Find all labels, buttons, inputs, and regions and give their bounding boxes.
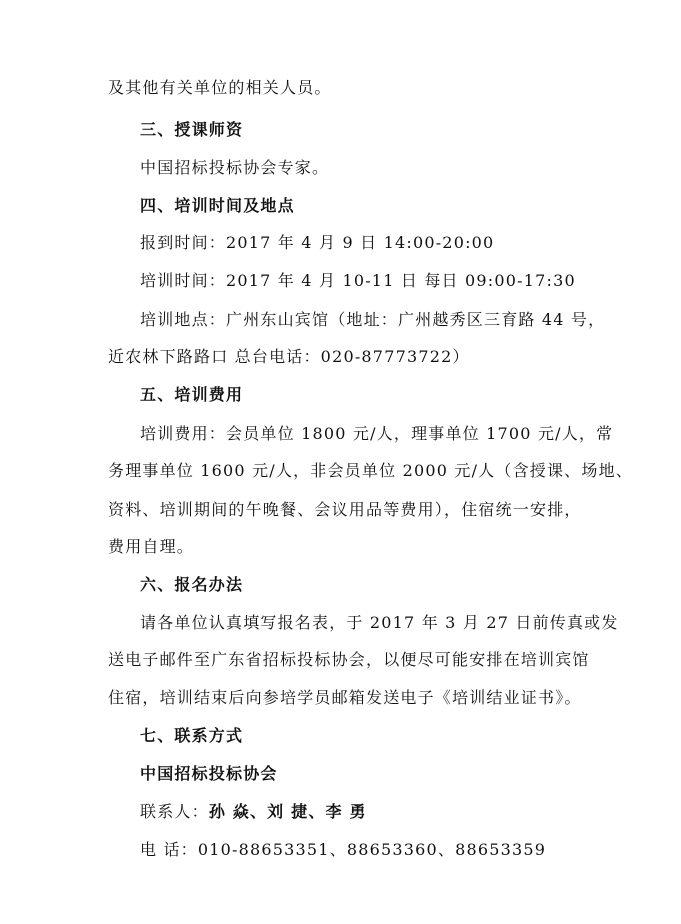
contact-phone: 电 话：010-88653351、88653360、88653359: [140, 840, 547, 859]
paragraph-line: 及其他有关单位的相关人员。: [108, 78, 332, 97]
section-heading-contact: 七、联系方式: [140, 726, 244, 745]
training-location: 培训地点：广州东山宾馆（地址：广州越秀区三育路 44 号，: [140, 310, 606, 329]
paragraph-line: 费用自理。: [108, 537, 195, 556]
section-heading-fees: 五、培训费用: [140, 385, 244, 404]
paragraph-line: 资料、培训期间的午晚餐、会议用品等费用），住宿统一安排，: [108, 500, 582, 519]
section-heading-time-place: 四、培训时间及地点: [140, 196, 295, 215]
contact-persons-names: 孙 焱、刘 捷、李 勇: [208, 802, 367, 821]
paragraph-line: 住宿，培训结束后向参培学员邮箱发送电子《培训结业证书》。: [108, 688, 582, 707]
training-location-cont: 近农林下路路口 总台电话：020-87773722）: [108, 347, 470, 366]
registration-time: 报到时间：2017 年 4 月 9 日 14:00-20:00: [140, 233, 495, 252]
training-time: 培训时间：2017 年 4 月 10-11 日 每日 09:00-17:30: [140, 271, 576, 290]
paragraph-line: 中国招标投标协会专家。: [140, 158, 330, 177]
section-heading-instructors: 三、授课师资: [140, 120, 244, 139]
paragraph-line: 送电子邮件至广东省招标投标协会，以便尽可能安排在培训宾馆: [108, 650, 590, 669]
paragraph-line: 培训费用：会员单位 1800 元/人，理事单位 1700 元/人，常: [140, 424, 614, 443]
contact-organization: 中国招标投标协会: [140, 764, 278, 783]
section-heading-registration: 六、报名办法: [140, 575, 244, 594]
contact-persons: [140, 802, 367, 822]
paragraph-line: 请各单位认真填写报名表，于 2017 年 3 月 27 日前传真或发: [140, 613, 619, 632]
contact-persons-label: 联系人：: [140, 802, 209, 821]
paragraph-line: 务理事单位 1600 元/人，非会员单位 2000 元/人（含授课、场地、: [108, 461, 633, 480]
